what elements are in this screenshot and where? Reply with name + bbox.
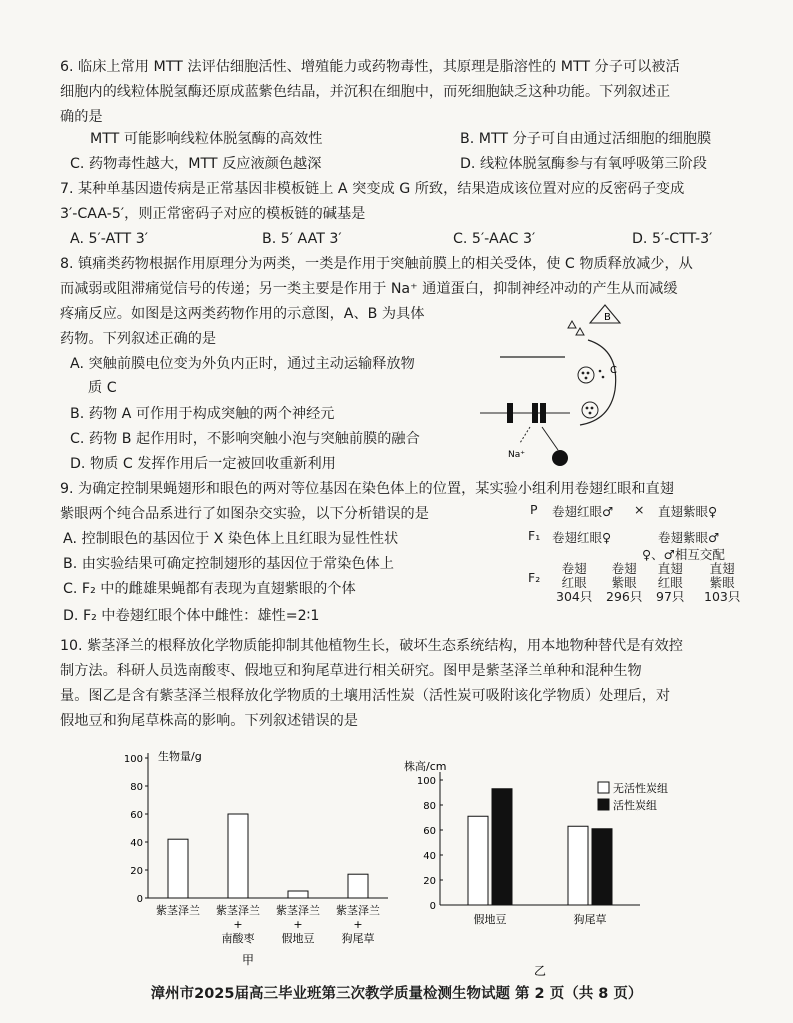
- chart-title: 甲: [241, 953, 255, 967]
- question-7-option-d: D. 5′-CTT-3′: [632, 231, 713, 247]
- question-8-stem-line: 而减弱或阻滞痛觉信号的传递；另一类主要是作用于 Na⁺ 通道蛋白，抑制神经冲动的产生从而减缓: [60, 281, 678, 297]
- legend-label: 无活性炭组: [613, 782, 668, 795]
- question-6-option-b: B. MTT 分子可自由通过活细胞的细胞膜: [460, 131, 712, 147]
- receptor-icon: [507, 403, 513, 423]
- question-8-option-a: A. 突触前膜电位变为外负内正时，通过主动运输释放物: [70, 356, 415, 372]
- legend-label: 活性炭组: [613, 799, 657, 812]
- chart-yi-legend: [598, 781, 668, 812]
- question-8-stem-line: 疼痛反应。如图是这两类药物作用的示意图，A、B 为具体: [60, 306, 425, 322]
- x-tick-label: 狗尾草: [341, 932, 375, 945]
- f1-note: ♀、♂相互交配: [642, 547, 725, 562]
- question-10-stem-line: 假地豆和狗尾草株高的影响。下列叙述错误的是: [60, 713, 358, 729]
- y-axis-label: 生物量/g: [158, 750, 202, 763]
- question-7: [60, 177, 740, 227]
- x-tick-label: 紫茎泽兰: [216, 904, 260, 917]
- question-7-option-b: B. 5′ AAT 3′: [262, 231, 342, 247]
- question-6-option-d: D. 线粒体脱氢酶参与有氧呼吸第三阶段: [460, 156, 707, 172]
- y-tick-label: 100: [123, 754, 143, 765]
- p-label: P: [530, 502, 538, 517]
- synaptic-vesicle: [582, 402, 598, 418]
- p-male: 卷翅红眼♂: [552, 504, 614, 519]
- question-6-stem-line: 细胞内的线粒体脱氢酶还原成蓝紫色结晶，并沉积在细胞中，而死细胞缺乏这种功能。下列叙述正: [60, 84, 671, 100]
- chart-jia-bars: [168, 814, 368, 898]
- question-10-stem-line: 10. 紫茎泽兰的根释放化学物质能抑制其他植物生长，破坏生态系统结构，用本地物种替代是有效控: [60, 638, 683, 654]
- x-tick-label: +: [353, 918, 363, 931]
- substance-c-label: C: [610, 365, 617, 376]
- synapse-diagram: [470, 295, 670, 475]
- drug-marker-icon: [568, 321, 576, 328]
- drug-marker-icon: [576, 328, 584, 335]
- question-10: [60, 634, 740, 734]
- y-tick-label: 20: [423, 876, 436, 887]
- question-9-option-c: C. F₂ 中的雌雄果蝇都有表现为直翅紫眼的个体: [63, 581, 356, 597]
- y-tick-label: 100: [416, 776, 436, 787]
- f2-label: F₂: [528, 570, 541, 585]
- x-tick-label: +: [233, 918, 243, 931]
- f1-label: F₁: [528, 528, 541, 543]
- f1-male: 卷翅紫眼♂: [658, 530, 720, 545]
- y-tick-label: 40: [423, 851, 436, 862]
- f1-female: 卷翅红眼♀: [552, 530, 612, 545]
- chart-jia-labels: [156, 903, 380, 967]
- bar: [468, 816, 488, 905]
- x-tick-label: 假地豆: [281, 932, 315, 945]
- y-tick-label: 0: [429, 901, 436, 912]
- question-9-stem-line: 紫眼两个纯合品系进行了如图杂交实验，以下分析错误的是: [60, 506, 429, 522]
- legend-swatch: [598, 799, 609, 810]
- legend-swatch: [598, 782, 609, 793]
- question-10-stem-line: 制方法。科研人员选南酸枣、假地豆和狗尾草进行相关研究。图甲是紫茎泽兰单种和混种生物: [60, 663, 642, 679]
- chart-yi: [400, 755, 700, 980]
- receptor-icon: [532, 403, 538, 423]
- question-8-option-a-cont: 质 C: [88, 380, 117, 396]
- x-tick-label: +: [293, 918, 303, 931]
- pointer-line: [542, 427, 558, 450]
- question-8-option-c: C. 药物 B 起作用时，不影响突触小泡与突触前膜的融合: [70, 431, 420, 447]
- f2-phenotype: 卷翅 紫眼 296只: [606, 561, 643, 604]
- question-9-option-d: D. F₂ 中卷翅红眼个体中雌性：雄性=2∶1: [63, 608, 320, 624]
- question-8-option-d: D. 物质 C 发挥作用后一定被回收重新利用: [70, 456, 336, 472]
- question-6-stem-line: 确的是: [60, 109, 103, 125]
- y-tick-label: 60: [130, 810, 143, 821]
- question-10-stem-line: 量。图乙是含有紫茎泽兰根释放化学物质的土壤用活性炭（活性炭可吸附该化学物质）处理后，对: [60, 688, 671, 704]
- question-8-option-b: B. 药物 A 可作用于构成突触的两个神经元: [70, 406, 335, 422]
- y-tick-label: 80: [130, 782, 143, 793]
- y-tick-label: 60: [423, 826, 436, 837]
- chart-yi-labels: [474, 912, 607, 978]
- bar: [288, 891, 308, 898]
- bar: [168, 839, 188, 898]
- drug-b-label: B: [604, 312, 611, 323]
- bar: [348, 874, 368, 898]
- bar: [228, 814, 248, 898]
- bar: [592, 829, 612, 905]
- question-6-option-a: MTT 可能影响线粒体脱氢酶的高效性: [90, 131, 323, 147]
- bar: [568, 826, 588, 905]
- synaptic-vesicle: [578, 367, 594, 383]
- y-tick-label: 0: [136, 894, 143, 905]
- bar: [492, 789, 512, 905]
- drug-a-circle: [552, 450, 568, 466]
- question-7-option-a: A. 5′-ATT 3′: [70, 231, 148, 247]
- page-footer: 漳州市2025届高三毕业班第三次教学质量检测生物试题 第 2 页（共 8 页）: [150, 986, 643, 1002]
- p-female: 直翅紫眼♀: [658, 504, 718, 519]
- question-8-stem-line: 药物。下列叙述正确的是: [60, 331, 217, 347]
- chart-title: 乙: [533, 964, 547, 978]
- question-8-stem-line: 8. 镇痛类药物根据作用原理分为两类，一类是作用于突触前膜上的相关受体，使 C 物质释放减少，从: [60, 256, 693, 272]
- x-tick-label: 紫茎泽兰: [336, 904, 380, 917]
- chart-yi-bars: [468, 789, 612, 905]
- question-7-stem-line: 7. 某种单基因遗传病是正常基因非模板链上 A 突变成 G 所致，结果造成该位置对应的反密码子变成: [60, 181, 685, 197]
- question-7-stem-line: 3′-CAA-5′，则正常密码子对应的模板链的碱基是: [60, 206, 366, 222]
- question-9-option-b: B. 由实验结果可确定控制翅形的基因位于常染色体上: [63, 556, 394, 572]
- f2-phenotype: 卷翅 红眼 304只: [556, 561, 593, 604]
- x-tick-label: 狗尾草: [573, 913, 607, 926]
- question-6-option-c: C. 药物毒性越大，MTT 反应液颜色越深: [70, 156, 322, 172]
- sodium-arrow: [520, 427, 530, 443]
- cross-symbol: ×: [634, 502, 645, 517]
- x-tick-label: 紫茎泽兰: [276, 904, 320, 917]
- x-tick-label: 假地豆: [473, 913, 507, 926]
- y-axis-label: 株高/cm: [404, 760, 447, 773]
- x-tick-label: 南酸枣: [221, 932, 255, 945]
- question-9-stem-line: 9. 为确定控制果蝇翅形和眼色的两对等位基因在染色体上的位置，某实验小组利用卷翅红眼和直翅: [60, 481, 674, 497]
- sodium-label: Na⁺: [508, 450, 525, 460]
- question-6: [60, 55, 740, 130]
- receptor-icon: [540, 403, 546, 423]
- y-tick-label: 40: [130, 838, 143, 849]
- f2-phenotype: 直翅 红眼 97只: [656, 561, 685, 604]
- question-6-stem-line: 6. 临床上常用 MTT 法评估细胞活性、增殖能力或药物毒性，其原理是脂溶性的 MTT 分子可以被活: [60, 59, 680, 75]
- x-tick-label: 紫茎泽兰: [156, 904, 200, 917]
- question-7-option-c: C. 5′-AAC 3′: [453, 231, 536, 247]
- f2-phenotype: 直翅 紫眼 103只: [704, 561, 741, 604]
- y-tick-label: 20: [130, 866, 143, 877]
- chart-jia: [120, 748, 400, 973]
- question-9-option-a: A. 控制眼色的基因位于 X 染色体上且红眼为显性性状: [63, 531, 399, 547]
- y-tick-label: 80: [423, 801, 436, 812]
